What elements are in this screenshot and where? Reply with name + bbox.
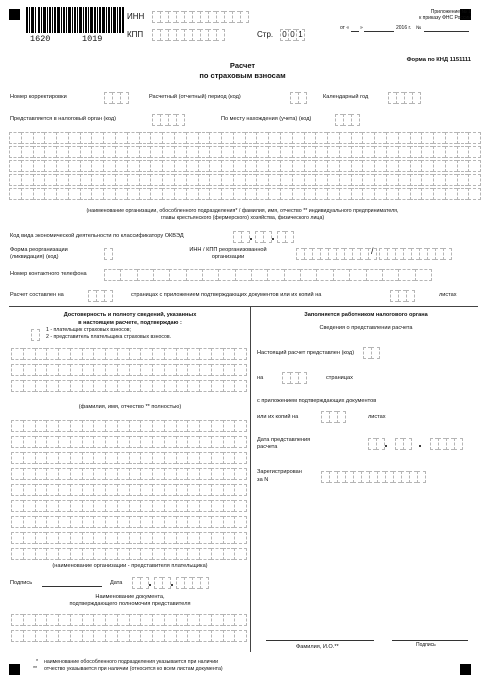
confirm-heading-2: в настоящем расчете, подтверждаю : <box>78 320 182 326</box>
corner-marker-top-left <box>9 9 20 20</box>
reorg-inn-label-2: организации <box>211 254 245 260</box>
organization-name-caption-2: главы крестьянского (фермерского) хозяйства, физического лица) <box>160 215 325 221</box>
correction-no-label: Номер корректировки <box>10 94 67 100</box>
officer-signature-line[interactable] <box>392 640 468 641</box>
date-month-cells[interactable] <box>154 577 171 587</box>
reorg-inn-cells[interactable] <box>296 248 377 258</box>
okved-cells-1[interactable] <box>233 231 250 241</box>
pages-label: страницах <box>326 375 353 381</box>
appendix-year: 2016 г. <box>396 25 412 31</box>
confirm-heading: Достоверность и полноту сведений, указанных <box>63 312 197 318</box>
section-divider-top <box>9 306 478 307</box>
date-separator <box>419 445 421 447</box>
footnote-2-mark: ** <box>33 666 38 672</box>
representative-org-caption: (наименование организации - представителя плательщика) <box>52 563 208 569</box>
appendix-line-2: к приказу ФНС России <box>419 15 471 21</box>
okved-separator <box>250 238 252 240</box>
page-label: Стр. <box>257 30 274 39</box>
appendix-no: № <box>416 25 422 31</box>
reorg-form-label: Форма реорганизации <box>10 247 68 253</box>
okved-label: Код вида экономической деятельности по классификатору ОКВЭД <box>10 233 184 239</box>
date-separator <box>149 584 151 586</box>
barcode-digits-left: 1620 <box>30 34 51 44</box>
period-code-label: Расчетный (отчетный) период (код) <box>149 94 241 100</box>
submission-month-cells[interactable] <box>395 438 412 448</box>
page-digit: 0 <box>280 29 288 41</box>
confirm-option-1: 1 - плательщик страховых взносов; <box>46 327 131 333</box>
officer-signature-label: Подпись <box>416 642 436 648</box>
section-divider-vertical <box>250 306 251 652</box>
reorg-kpp-cells[interactable] <box>379 248 452 258</box>
appendix-from: от « <box>340 25 350 31</box>
submitted-code-cells[interactable] <box>363 347 380 357</box>
attachments-label: с приложением подтверждающих документов <box>257 398 377 404</box>
copies-label: или их копий на <box>257 414 299 420</box>
reorg-form-label-2: (ликвидация) (код) <box>10 254 59 260</box>
office-subheading: Сведения о представлении расчета <box>319 325 413 331</box>
registration-number-cells[interactable] <box>321 471 426 481</box>
reorg-form-cells[interactable] <box>104 248 113 258</box>
kpp-cells[interactable] <box>152 29 225 39</box>
correction-no-cells[interactable] <box>104 92 129 102</box>
confirm-option-2: 2 - представитель плательщика страховых взносов. <box>46 334 172 340</box>
signer-name-caption: (фамилия, имя, отчество ** полностью) <box>78 404 182 410</box>
appendix-day-line <box>351 31 359 32</box>
form-subtitle: по страховым взносам <box>199 71 286 80</box>
officer-name-line[interactable] <box>266 640 374 641</box>
inn-cells[interactable] <box>152 11 249 21</box>
knd-code: Форма по КНД 1151111 <box>406 57 471 63</box>
document-heading-2: подтверждающего полномочия представителя <box>69 601 191 607</box>
page-digit: 0 <box>288 29 296 41</box>
office-heading: Заполняется работником налогового органа <box>304 312 428 318</box>
inn-label: ИНН <box>127 12 145 21</box>
barcode <box>26 7 124 44</box>
date-separator <box>385 445 387 447</box>
signature-line[interactable] <box>42 586 102 587</box>
appendix-line-1: Приложение № 1 <box>430 9 471 15</box>
slash-separator: / <box>371 246 374 256</box>
okved-cells-3[interactable] <box>277 231 294 241</box>
calendar-year-label: Календарный год <box>323 94 369 100</box>
appendix-quote: » <box>360 25 363 31</box>
corner-marker-bottom-left <box>9 664 20 675</box>
submission-day-cells[interactable] <box>368 438 385 448</box>
date-year-cells[interactable] <box>176 577 209 587</box>
document-heading: Наименование документа, <box>95 594 165 600</box>
registered-label-2: за N <box>257 477 269 483</box>
footnote-1-mark: * <box>36 659 39 665</box>
footnote-1: наименование обособленного подразделения указывается при наличии <box>44 659 218 665</box>
submission-year-cells[interactable] <box>430 438 463 448</box>
kpp-label: КПП <box>127 30 144 39</box>
date-day-cells[interactable] <box>132 577 149 587</box>
barcode-digits-right: 1019 <box>82 34 103 44</box>
submission-date-label-2: расчета <box>257 444 278 450</box>
organization-name-caption: (наименование организации, обособленного подразделения* / фамилия, имя, отчество ** индивидуального предпринимателя, <box>86 208 399 214</box>
on-label: на <box>257 375 264 381</box>
pages-suffix-label: листах <box>439 292 457 298</box>
officer-name-label: Фамилия, И.О.** <box>296 644 339 650</box>
page-number-cells[interactable] <box>280 29 305 39</box>
date-label: Дата <box>110 580 123 586</box>
submitted-code-label: Настоящий расчет представлен (код) <box>257 350 355 356</box>
tax-authority-label: Представляется в налоговый орган (код) <box>10 116 116 122</box>
date-separator <box>171 584 173 586</box>
form-title: Расчет <box>229 61 256 70</box>
okved-separator <box>272 238 274 240</box>
signature-label: Подпись <box>10 580 33 586</box>
appendix-no-line <box>424 31 469 32</box>
reorg-inn-label: ИНН / КПП реорганизованной <box>189 247 267 253</box>
appendix-month-line <box>364 31 394 32</box>
location-code-cells[interactable] <box>335 114 360 124</box>
footnote-2: отчество указывается при наличии (относится ко всем листам документа) <box>44 666 223 672</box>
pages-middle-label: страницах с приложением подтверждающих документов или их копий на <box>131 292 322 298</box>
phone-cells[interactable] <box>104 269 432 279</box>
sheets-label: листах <box>368 414 386 420</box>
pages-prefix-label: Расчет составлен на <box>10 292 64 298</box>
copies-cells[interactable] <box>321 411 346 421</box>
pages-count-cells[interactable] <box>88 290 113 300</box>
confirm-type-cell[interactable] <box>31 329 40 339</box>
corner-marker-bottom-right <box>460 664 471 675</box>
attached-sheets-cells[interactable] <box>390 290 415 300</box>
registered-label: Зарегистрирован <box>257 469 302 475</box>
calendar-year-cells[interactable] <box>388 92 421 102</box>
submission-date-label: Дата представления <box>257 437 311 443</box>
page-digit: 1 <box>296 29 305 41</box>
tax-authority-cells[interactable] <box>152 114 185 124</box>
location-code-label: По месту нахождения (учета) (код) <box>221 116 312 122</box>
period-code-cells[interactable] <box>290 92 307 102</box>
okved-cells-2[interactable] <box>255 231 272 241</box>
phone-label: Номер контактного телефона <box>10 271 87 277</box>
pages-submitted-cells[interactable] <box>282 372 307 382</box>
